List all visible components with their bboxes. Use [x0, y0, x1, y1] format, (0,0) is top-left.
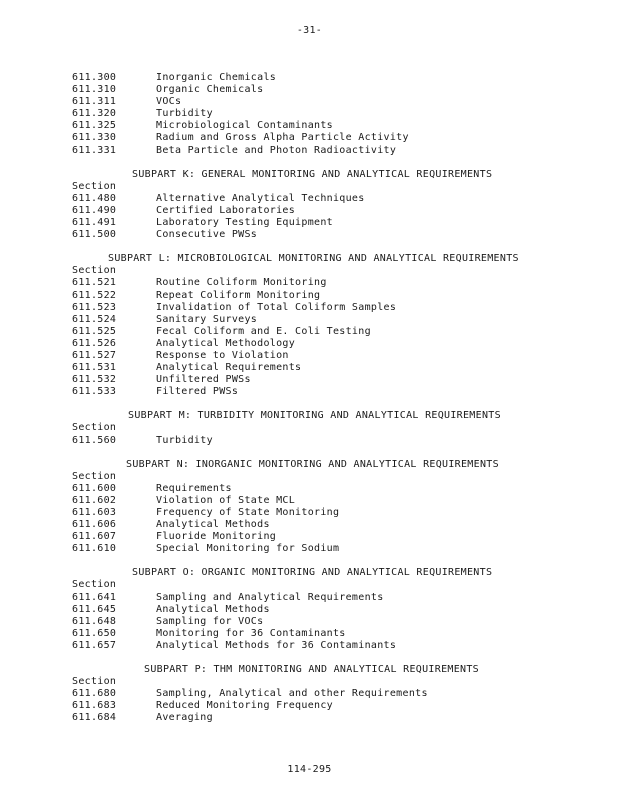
section-number: 611.532 [72, 374, 117, 386]
list-item [72, 84, 592, 96]
section-title: Frequency of State Monitoring [156, 507, 340, 518]
subpart-p [72, 664, 592, 724]
section-title: Invalidation of Total Coliform Samples [156, 301, 397, 313]
section-number: 611.320 [72, 108, 117, 120]
list-item [72, 495, 592, 507]
list-item [72, 435, 592, 447]
section-label: Section [72, 180, 117, 192]
section-title: Turbidity [156, 434, 213, 446]
list-item [72, 507, 592, 519]
section-number: 611.641 [72, 591, 117, 603]
list-item [72, 277, 592, 289]
section-label: Section [72, 265, 117, 277]
section-number: 611.331 [72, 144, 117, 156]
subpart-n [72, 459, 592, 556]
section-title: Alternative Analytical Techniques [156, 192, 365, 204]
section-number: 611.310 [72, 84, 117, 96]
page-number: -31- [296, 25, 323, 36]
section-title: VOCs [156, 96, 182, 108]
section-title: Fluoride Monitoring [156, 531, 277, 543]
list-item [72, 362, 592, 374]
section-title: Analytical Methods [156, 603, 270, 615]
section-title: Requirements [156, 482, 232, 494]
list-item [72, 72, 592, 84]
list-item [72, 688, 592, 700]
list-item [72, 314, 592, 326]
section-title: Analytical Methods [156, 519, 270, 531]
section-number: 611.560 [72, 434, 117, 446]
subpart-heading: SUBPART K: GENERAL MONITORING AND ANALYTICAL REQUIREMENTS [132, 168, 493, 180]
list-item [72, 374, 592, 386]
list-item [72, 350, 592, 362]
section-number: 611.500 [72, 229, 117, 241]
section-title: Reduced Monitoring Frequency [156, 700, 333, 712]
section-number: 611.531 [72, 362, 117, 374]
list-item [72, 519, 592, 531]
section-label: Section [72, 470, 117, 482]
list-item [72, 338, 592, 350]
list-item [72, 193, 592, 205]
section-title: Analytical Requirements [156, 362, 302, 374]
list-item [72, 592, 592, 604]
list-item [72, 145, 592, 157]
section-title: Radium and Gross Alpha Particle Activity [156, 132, 409, 144]
subpart-m [72, 410, 592, 446]
list-item [72, 483, 592, 495]
subpart-heading: SUBPART P: THM MONITORING AND ANALYTICAL REQUIREMENTS [144, 664, 479, 676]
section-title: Routine Coliform Monitoring [156, 277, 327, 289]
page-footer: 114-295 [287, 764, 332, 775]
section-title: Special Monitoring for Sodium [156, 543, 340, 555]
list-item [72, 531, 592, 543]
section-number: 611.524 [72, 313, 117, 325]
section-label: Section [72, 676, 117, 688]
list-item [72, 640, 592, 652]
list-item [72, 543, 592, 555]
section-title: Microbiological Contaminants [156, 120, 333, 132]
section-number: 611.650 [72, 627, 117, 639]
list-item [72, 96, 592, 108]
intro-section-list [72, 72, 592, 157]
section-number: 611.610 [72, 543, 117, 555]
section-number: 611.603 [72, 507, 117, 518]
section-number: 611.684 [72, 712, 117, 724]
section-title: Turbidity [156, 108, 213, 120]
section-title: Inorganic Chemicals [156, 72, 277, 83]
section-title: Filtered PWSs [156, 386, 239, 398]
section-label: Section [72, 422, 117, 434]
section-title: Unfiltered PWSs [156, 374, 251, 386]
section-title: Sampling and Analytical Requirements [156, 591, 384, 603]
section-title: Sanitary Surveys [156, 313, 258, 325]
section-number: 611.527 [72, 349, 117, 361]
list-item [72, 108, 592, 120]
subpart-heading: SUBPART O: ORGANIC MONITORING AND ANALYTICAL REQUIREMENTS [132, 567, 493, 579]
section-number: 611.680 [72, 688, 117, 700]
section-title: Sampling for VOCs [156, 615, 264, 627]
section-number: 611.607 [72, 531, 117, 543]
subpart-heading: SUBPART L: MICROBIOLOGICAL MONITORING AND ANALYTICAL REQUIREMENTS [108, 253, 519, 265]
section-title: Response to Violation [156, 349, 289, 361]
section-title: Analytical Methodology [156, 337, 296, 349]
section-number: 611.480 [72, 192, 117, 204]
section-number: 611.645 [72, 603, 117, 615]
section-number: 611.521 [72, 277, 117, 289]
section-number: 611.657 [72, 639, 117, 651]
subpart-heading: SUBPART M: TURBIDITY MONITORING AND ANALYTICAL REQUIREMENTS [128, 410, 501, 422]
section-number: 611.525 [72, 325, 117, 337]
list-item [72, 700, 592, 712]
section-number: 611.602 [72, 494, 117, 506]
list-item [72, 302, 592, 314]
section-number: 611.522 [72, 289, 117, 301]
list-item [72, 326, 592, 338]
list-item [72, 120, 592, 132]
list-item [72, 132, 592, 144]
section-number: 611.526 [72, 337, 117, 349]
section-title: Repeat Coliform Monitoring [156, 289, 321, 301]
section-number: 611.600 [72, 482, 117, 494]
subpart-l [72, 253, 592, 398]
section-title: Organic Chemicals [156, 84, 264, 96]
list-item [72, 628, 592, 640]
section-title: Certified Laboratories [156, 204, 296, 216]
section-title: Monitoring for 36 Contaminants [156, 627, 346, 639]
section-title: Beta Particle and Photon Radioactivity [156, 144, 397, 156]
list-item [72, 712, 592, 724]
list-item [72, 217, 592, 229]
list-item [72, 290, 592, 302]
section-title: Laboratory Testing Equipment [156, 217, 333, 229]
list-item [72, 205, 592, 217]
section-number: 611.683 [72, 700, 117, 712]
subpart-o [72, 567, 592, 652]
subpart-k [72, 169, 592, 242]
section-number: 611.330 [72, 132, 117, 144]
section-number: 611.300 [72, 72, 117, 83]
list-item [72, 229, 592, 241]
section-number: 611.533 [72, 386, 117, 398]
section-title: Analytical Methods for 36 Contaminants [156, 639, 397, 651]
section-number: 611.325 [72, 120, 117, 132]
section-title: Averaging [156, 712, 213, 724]
subpart-heading: SUBPART N: INORGANIC MONITORING AND ANALYTICAL REQUIREMENTS [126, 458, 499, 470]
list-item [72, 386, 592, 398]
section-title: Fecal Coliform and E. Coli Testing [156, 325, 371, 337]
section-title: Violation of State MCL [156, 494, 296, 506]
section-title: Sampling, Analytical and other Requirements [156, 688, 428, 700]
list-item [72, 604, 592, 616]
section-number: 611.648 [72, 615, 117, 627]
list-item [72, 616, 592, 628]
table-of-contents [72, 72, 592, 725]
section-number: 611.491 [72, 217, 117, 229]
section-label: Section [72, 579, 117, 591]
section-number: 611.490 [72, 204, 117, 216]
section-number: 611.311 [72, 96, 117, 108]
section-number: 611.606 [72, 519, 117, 531]
section-number: 611.523 [72, 301, 117, 313]
section-title: Consecutive PWSs [156, 229, 258, 241]
